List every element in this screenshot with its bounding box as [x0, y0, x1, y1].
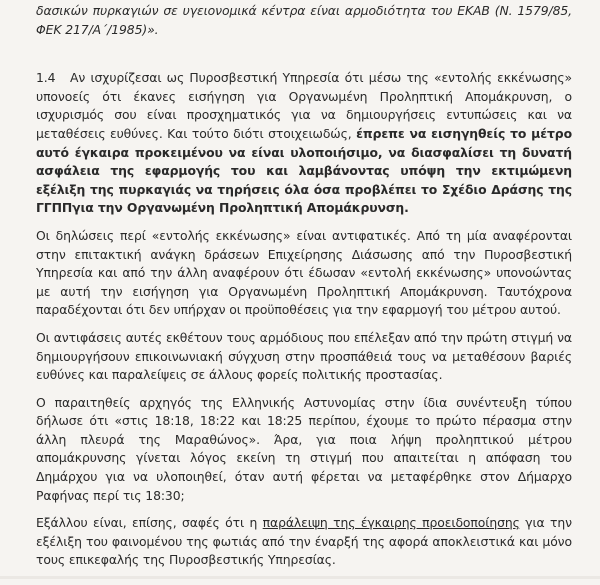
section-1-4-bold-text: έπρεπε να εισηγηθείς το μέτρο αυτό έγκαιρα προκειμένου να είναι υλοποιήσιμο, να διασφαλίσει τη δυνατή ασφάλεια της εφαρμογής του και λαμβάνοντας υπόψη την εκτιμώμενη εξέλιξη της πυρκαγιάς να τηρήσεις όλα όσα προβλέπει το Σχέδιο Δράσης της ΓΓΠΠγια την Οργανωμένη Προληπτική Απομάκρυνση.: [36, 125, 572, 216]
final-underlined-text: παράλειψη της έγκαιρης προειδοποίησης: [262, 515, 520, 531]
police-chief-paragraph: [36, 394, 572, 506]
contradictions-text: Οι αντιφάσεις αυτές εκθέτουν τους αρμόδιους που επέλεξαν από την πρώτη στιγμή να δημιουργήσουν επικοινωνιακή σύγχυση στην προσπάθειά τους να μεταθέσουν βαριές ευθύνες και παραλείψεις σε άλλους φορείς πολιτικής προστασίας.: [36, 329, 572, 383]
contradictions-paragraph: [36, 329, 572, 385]
declarations-paragraph: [36, 227, 572, 320]
section-1-4-paragraph: [36, 69, 572, 218]
final-paragraph: [36, 514, 572, 570]
section-number: 1.4: [36, 70, 56, 86]
intro-quote-text: δασικών πυρκαγιών σε υγειονομικά κέντρα είναι αρμοδιότητα του ΕΚΑΒ (Ν. 1579/85, ΦΕΚ 217/Α΄/1985)».: [36, 3, 572, 37]
final-text-before: Εξάλλου είναι, επίσης, σαφές ότι η: [36, 515, 263, 531]
final-text-after: για την εξέλιξη του φαινομένου της φωτιάς από την έναρξή της αφορά αποκλειστικά και μόνο τους επικεφαλής της Πυροσβεστικής Υπηρεσίας.: [36, 515, 572, 568]
page-bottom-edge: [0, 576, 600, 579]
declarations-text: Οι δηλώσεις περί «εντολής εκκένωσης» είναι αντιφατικές. Από τη μία αναφέρονται στην επιτακτική ανάγκη δράσεων Επιχείρησης Διάσωσης από την Πυροσβεστική Υπηρεσία και από την άλλη αναφέρουν ότι έδωσαν «εντολή εκκένωσης» υπονοώντας με αυτή την εισήγηση για Οργανωμένη Προληπτική Απομάκρυνση. Ταυτόχρονα παραδέχονται ότι δεν υπήρχαν οι προϋποθέσεις για την εφαρμογή του μέτρου αυτού.: [36, 227, 572, 318]
intro-quote-paragraph: [36, 2, 572, 39]
section-1-4-text: Αν ισχυρίζεσαι ως Πυροσβεστική Υπηρεσία ότι μέσω της «εντολής εκκένωσης» υπονοείς ότι έκανες εισήγηση για Οργανωμένη Προληπτική Απομάκρυνση, ο ισχυρισμός σου είναι προσχηματικός για να δημιουργήσεις εντυπώσεις και να μεταθέσεις ευθύνες. Και τούτο διότι στοιχειωδώς,: [36, 70, 572, 141]
police-chief-text: Ο παραιτηθείς αρχηγός της Ελληνικής Αστυνομίας στην ίδια συνέντευξη τύπου δήλωσε ότι «στις 18:18, 18:22 και 18:25 περίπου, έχουμε το πρώτο πέρασμα στην άλλη πλευρά της Μαραθώνος». Άρα, για ποια λήψη προληπτικού μέτρου απομάκρυνσης γίνεται λόγος εκείνη τη στιγμή που απαιτείται η απόφαση του Δημάρχου για να υλοποιηθεί, όταν αυτή φέρεται να μεταφέρθηκε στον Δήμαρχο Ραφήνας περί τις 18:30;: [36, 394, 572, 503]
